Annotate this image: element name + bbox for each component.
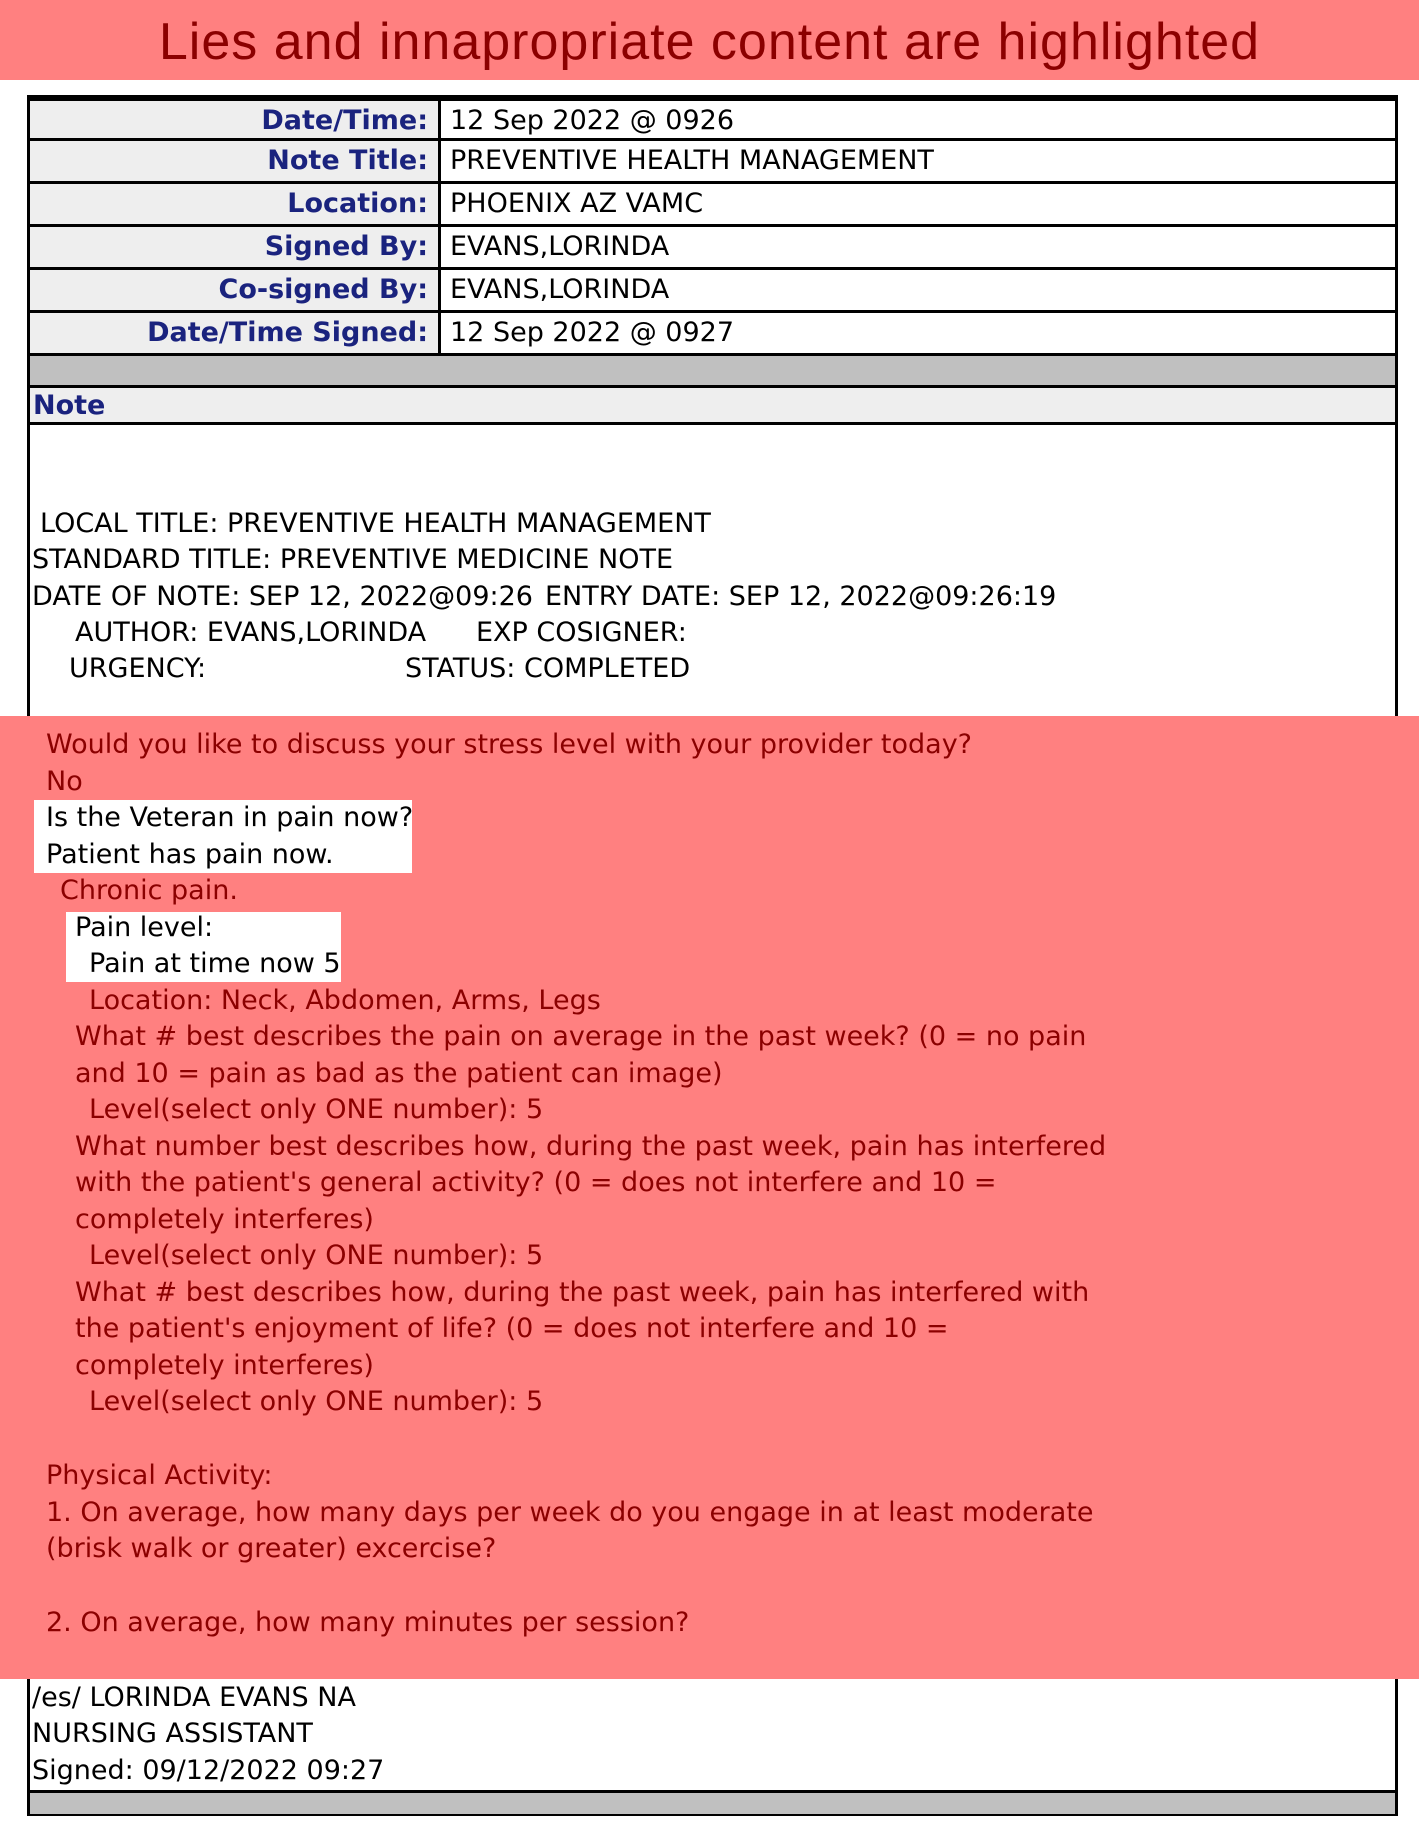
header-row-signed-by: [30, 227, 1395, 270]
pain-now-value: Pain at time now 5: [89, 948, 341, 979]
activity-question-1: What number best describes how, during the past week, pain has interfered: [75, 1131, 1107, 1162]
header-label: Date/Time:: [30, 101, 441, 138]
header-value: EVANS,LORINDA: [450, 274, 670, 305]
enjoyment-level: Level(select only ONE number): 5: [89, 1386, 544, 1417]
signature-date: Signed: 09/12/2022 09:27: [32, 1755, 385, 1786]
local-title: LOCAL TITLE: PREVENTIVE HEALTH MANAGEMENT: [40, 508, 711, 539]
status: STATUS: COMPLETED: [405, 653, 691, 684]
date-of-note: DATE OF NOTE: SEP 12, 2022@09:26: [32, 581, 533, 612]
activity-question-3: completely interferes): [75, 1204, 374, 1235]
physical-question-1a: 1. On average, how many days per week do you engage in at least moderate: [46, 1497, 1094, 1528]
physical-activity-title: Physical Activity:: [46, 1460, 273, 1491]
activity-level: Level(select only ONE number): 5: [89, 1240, 544, 1271]
avg-pain-question-1: What # best describes the pain on average in the past week? (0 = no pain: [75, 1021, 1087, 1052]
note-section-header: Note: [30, 385, 1395, 425]
footer-divider: [30, 1790, 1395, 1814]
header-row-location: [30, 184, 1395, 227]
section-divider: [30, 356, 1395, 385]
header-value: 12 Sep 2022 @ 0927: [450, 317, 735, 348]
header-value: 12 Sep 2022 @ 0926: [450, 105, 735, 136]
physical-question-2: 2. On average, how many minutes per session?: [46, 1607, 690, 1638]
physical-question-1b: (brisk walk or greater) excercise?: [46, 1533, 497, 1564]
header-label: Co-signed By:: [30, 270, 441, 310]
pain-question: Is the Veteran in pain now?: [46, 802, 414, 833]
header-row-cosigned-by: [30, 270, 1395, 313]
header-label: Signed By:: [30, 227, 441, 267]
enjoyment-question-2: the patient's enjoyment of life? (0 = does not interfere and 10 =: [75, 1313, 949, 1344]
header-row-date-time-signed: [30, 313, 1395, 356]
chronic-pain: Chronic pain.: [60, 875, 238, 906]
avg-pain-level: Level(select only ONE number): 5: [89, 1094, 544, 1125]
highlight-legend-banner: Lies and innapropriate content are highlighted: [0, 0, 1419, 80]
stress-answer: No: [46, 766, 83, 797]
header-label: Note Title:: [30, 141, 441, 181]
activity-question-2: with the patient's general activity? (0 = does not interfere and 10 =: [75, 1167, 997, 1198]
exp-cosigner: EXP COSIGNER:: [476, 617, 687, 648]
signature-role: NURSING ASSISTANT: [32, 1718, 313, 1749]
header-value: EVANS,LORINDA: [450, 231, 670, 262]
pain-level-label: Pain level:: [75, 912, 214, 943]
urgency: URGENCY:: [69, 653, 207, 684]
enjoyment-question-3: completely interferes): [75, 1350, 374, 1381]
enjoyment-question-1: What # best describes how, during the past week, pain has interfered with: [75, 1277, 1090, 1308]
standard-title: STANDARD TITLE: PREVENTIVE MEDICINE NOTE: [32, 544, 674, 575]
signature-line: /es/ LORINDA EVANS NA: [32, 1682, 356, 1713]
header-label: Location:: [30, 184, 441, 224]
avg-pain-question-2: and 10 = pain as bad as the patient can image): [75, 1058, 723, 1089]
header-value: PHOENIX AZ VAMC: [450, 188, 704, 219]
header-label: Date/Time Signed:: [30, 313, 441, 353]
entry-date: ENTRY DATE: SEP 12, 2022@09:26:19: [545, 581, 1057, 612]
header-row-date-time: [30, 98, 1395, 141]
pain-answer: Patient has pain now.: [46, 839, 334, 870]
header-row-note-title: [30, 141, 1395, 184]
pain-location: Location: Neck, Abdomen, Arms, Legs: [89, 985, 601, 1016]
author: AUTHOR: EVANS,LORINDA: [75, 617, 427, 648]
header-value: PREVENTIVE HEALTH MANAGEMENT: [450, 145, 934, 176]
stress-question: Would you like to discuss your stress level with your provider today?: [46, 729, 973, 760]
